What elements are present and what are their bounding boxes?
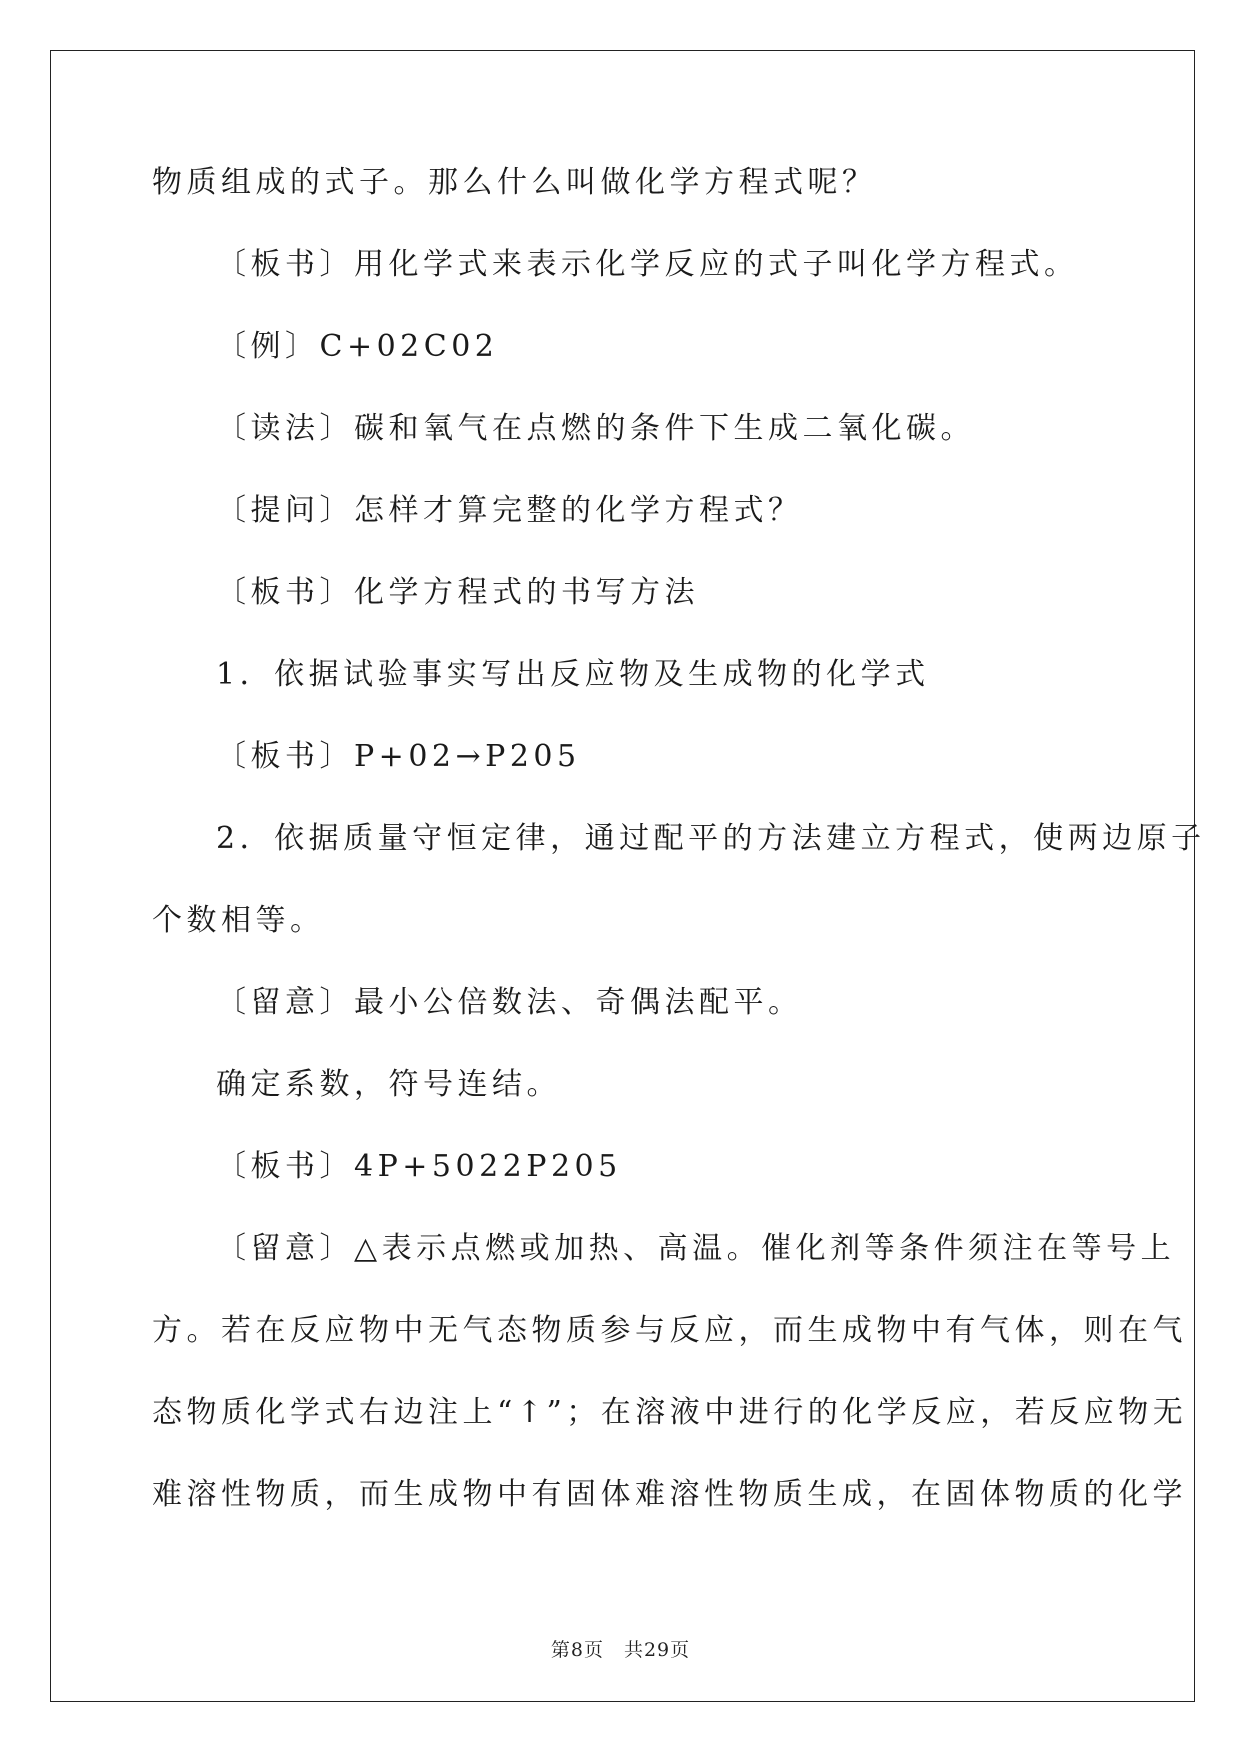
page-total: 共29页 <box>623 1639 691 1661</box>
text-line: 〔板书〕P+02→P205 <box>216 739 581 774</box>
text-line: 〔板书〕化学方程式的书写方法 <box>216 575 699 610</box>
text-line: 态物质化学式右边注上“↑”；在溶液中进行的化学反应，若反应物无 <box>152 1395 1188 1430</box>
text-line: 方。若在反应物中无气态物质参与反应，而生成物中有气体，则在气 <box>152 1313 1187 1348</box>
text-line: 〔留意〕△表示点燃或加热、高温。催化剂等条件须注在等号上 <box>216 1231 1176 1266</box>
text-line: 〔留意〕最小公倍数法、奇偶法配平。 <box>216 985 803 1020</box>
text-line: 〔板书〕4P+5022P205 <box>216 1149 622 1184</box>
text-line: 〔例〕C+02C02 <box>216 329 499 364</box>
page-footer <box>0 1635 1241 1662</box>
text-line: 个数相等。 <box>152 903 325 938</box>
text-line: 〔提问〕怎样才算完整的化学方程式？ <box>216 493 803 528</box>
text-line: 物质组成的式子。那么什么叫做化学方程式呢？ <box>152 165 877 200</box>
text-line: 1．依据试验事实写出反应物及生成物的化学式 <box>216 657 930 692</box>
text-line: 确定系数，符号连结。 <box>216 1067 561 1102</box>
text-line: 〔板书〕用化学式来表示化学反应的式子叫化学方程式。 <box>216 247 1079 282</box>
page-number: 第8页 <box>550 1639 604 1661</box>
text-line: 2．依据质量守恒定律，通过配平的方法建立方程式，使两边原子 <box>216 821 1206 856</box>
text-line: 〔读法〕碳和氧气在点燃的条件下生成二氧化碳。 <box>216 411 975 446</box>
text-line: 难溶性物质，而生成物中有固体难溶性物质生成，在固体物质的化学 <box>152 1477 1187 1512</box>
document-body <box>152 165 1206 1559</box>
